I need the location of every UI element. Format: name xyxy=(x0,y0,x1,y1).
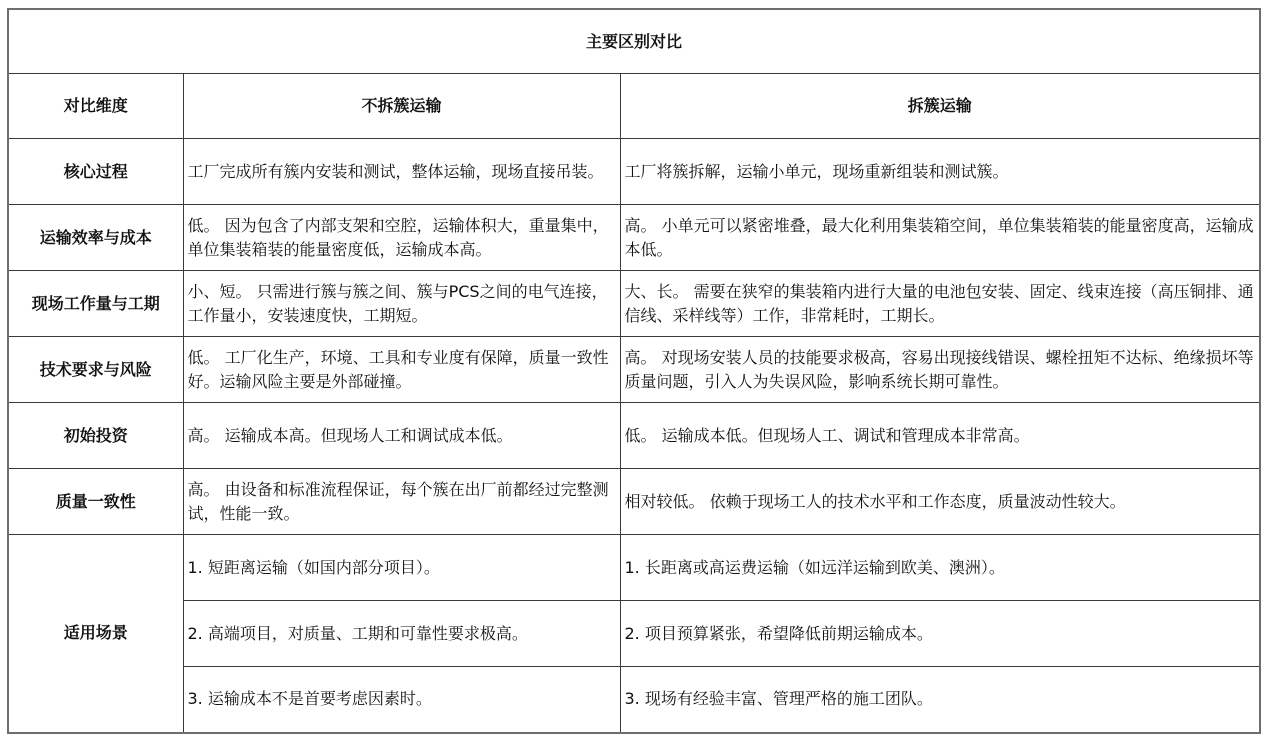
scenario-row xyxy=(8,535,1260,601)
row-split-cell: 低。 运输成本低。但现场人工、调试和管理成本非常高。 xyxy=(620,403,1260,469)
header-split: 拆簇运输 xyxy=(620,74,1260,139)
scenario-split-cell: 1. 长距离或高运费运输（如远洋运输到欧美、澳洲）。 xyxy=(620,535,1260,601)
row-no-split-cell: 工厂完成所有簇内安装和测试，整体运输，现场直接吊装。 xyxy=(183,139,620,205)
row-split-cell: 大、长。 需要在狭窄的集装箱内进行大量的电池包安装、固定、线束连接（高压铜排、通信线、采样线等）工作，非常耗时，工期长。 xyxy=(620,271,1260,337)
scenario-no-split-cell: 3. 运输成本不是首要考虑因素时。 xyxy=(183,667,620,733)
scenario-no-split-cell: 1. 短距离运输（如国内部分项目）。 xyxy=(183,535,620,601)
header-row xyxy=(8,74,1260,139)
row-split-cell: 高。 对现场安装人员的技能要求极高，容易出现接线错误、螺栓扭矩不达标、绝缘损坏等质量问题，引入人为失误风险，影响系统长期可靠性。 xyxy=(620,337,1260,403)
table-row xyxy=(8,337,1260,403)
comparison-table xyxy=(7,8,1261,734)
table-row xyxy=(8,139,1260,205)
table-row xyxy=(8,403,1260,469)
row-dimension: 质量一致性 xyxy=(8,469,183,535)
row-no-split-cell: 高。 运输成本高。但现场人工和调试成本低。 xyxy=(183,403,620,469)
row-dimension: 初始投资 xyxy=(8,403,183,469)
scenario-row xyxy=(8,667,1260,733)
row-no-split-cell: 低。 因为包含了内部支架和空腔，运输体积大，重量集中，单位集装箱装的能量密度低，运输成本高。 xyxy=(183,205,620,271)
title-row xyxy=(8,9,1260,74)
row-dimension: 运输效率与成本 xyxy=(8,205,183,271)
scenario-no-split-cell: 2. 高端项目，对质量、工期和可靠性要求极高。 xyxy=(183,601,620,667)
row-split-cell: 高。 小单元可以紧密堆叠，最大化利用集装箱空间，单位集装箱装的能量密度高，运输成本低。 xyxy=(620,205,1260,271)
header-no-split: 不拆簇运输 xyxy=(183,74,620,139)
table-title: 主要区别对比 xyxy=(8,9,1260,74)
scenario-split-cell: 3. 现场有经验丰富、管理严格的施工团队。 xyxy=(620,667,1260,733)
scenario-split-cell: 2. 项目预算紧张，希望降低前期运输成本。 xyxy=(620,601,1260,667)
scenario-dimension: 适用场景 xyxy=(8,535,183,733)
row-split-cell: 相对较低。 依赖于现场工人的技术水平和工作态度，质量波动性较大。 xyxy=(620,469,1260,535)
row-no-split-cell: 小、短。 只需进行簇与簇之间、簇与PCS之间的电气连接，工作量小，安装速度快，工期短。 xyxy=(183,271,620,337)
row-no-split-cell: 高。 由设备和标准流程保证，每个簇在出厂前都经过完整测试，性能一致。 xyxy=(183,469,620,535)
row-split-cell: 工厂将簇拆解，运输小单元，现场重新组装和测试簇。 xyxy=(620,139,1260,205)
scenario-row xyxy=(8,601,1260,667)
header-dimension: 对比维度 xyxy=(8,74,183,139)
row-no-split-cell: 低。 工厂化生产，环境、工具和专业度有保障，质量一致性好。运输风险主要是外部碰撞。 xyxy=(183,337,620,403)
row-dimension: 技术要求与风险 xyxy=(8,337,183,403)
table-row xyxy=(8,271,1260,337)
row-dimension: 核心过程 xyxy=(8,139,183,205)
table-row xyxy=(8,205,1260,271)
table-row xyxy=(8,469,1260,535)
row-dimension: 现场工作量与工期 xyxy=(8,271,183,337)
